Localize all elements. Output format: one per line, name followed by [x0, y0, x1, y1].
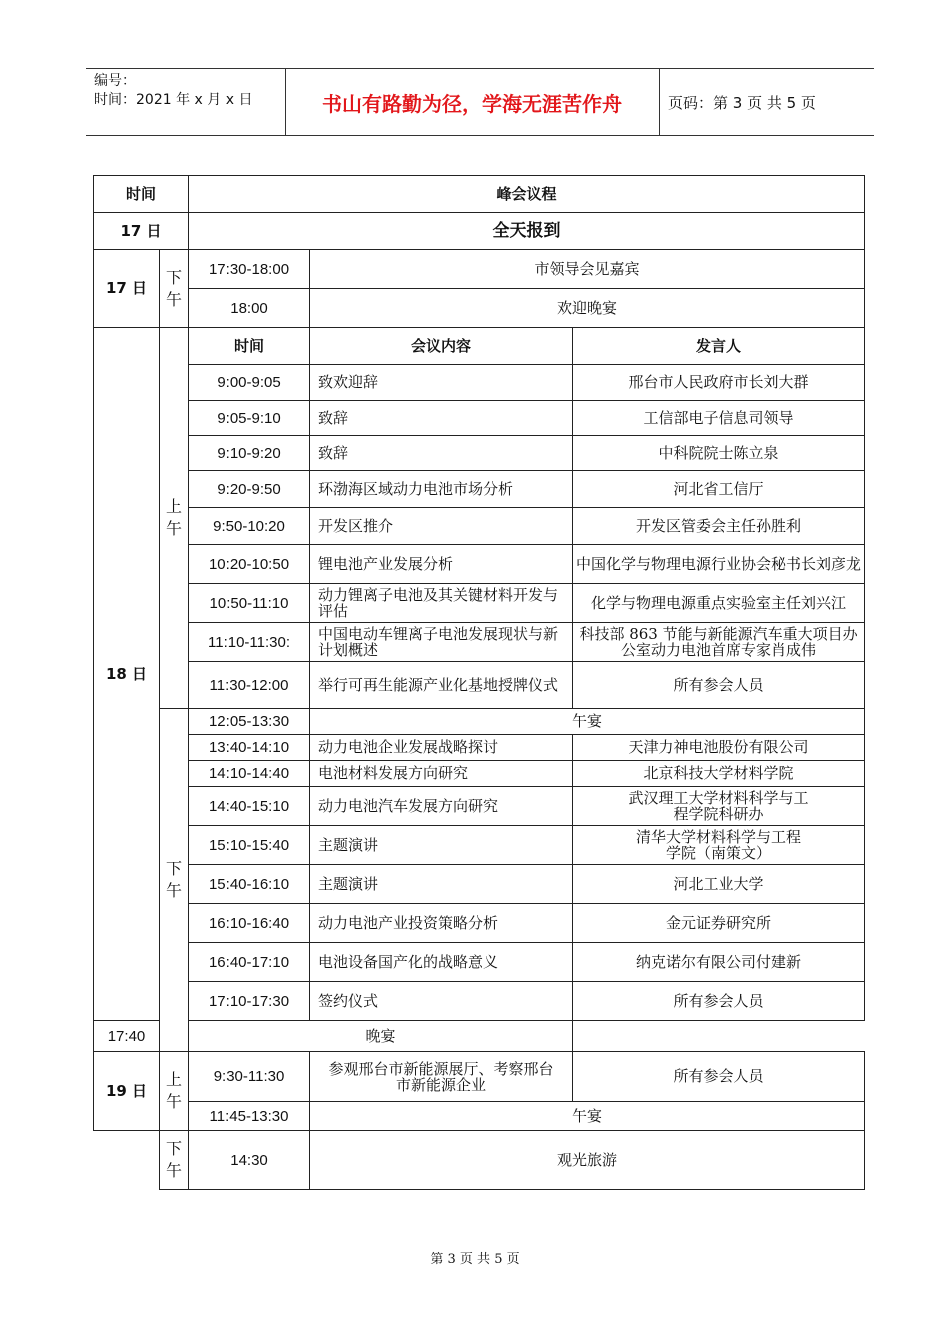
- content-cell: 开发区推介: [310, 508, 573, 545]
- content-cell: 致辞: [310, 436, 573, 471]
- table-row: [94, 1021, 865, 1052]
- content-cell: 动力电池企业发展战略探讨: [310, 735, 573, 761]
- content-cell: 锂电池产业发展分析: [310, 545, 573, 584]
- header-divider: [659, 68, 660, 136]
- content-cell: 致欢迎辞: [310, 365, 573, 401]
- header-bottom-rule: [86, 135, 874, 136]
- content-cell: 中国电动车锂离子电池发展现状与新计划概述: [310, 623, 573, 662]
- table-row: [94, 1052, 865, 1102]
- table-row: [94, 250, 865, 289]
- time-cell: 9:20-9:50: [189, 471, 310, 508]
- time-cell: 17:10-17:30: [189, 982, 310, 1021]
- header-page-info: 页码：第 3 页 共 5 页: [668, 94, 816, 112]
- period-label: 上午: [160, 1052, 189, 1131]
- speaker-cell: 纳克诺尔有限公司付建新: [573, 943, 865, 982]
- speaker-cell: 河北工业大学: [573, 865, 865, 904]
- table-row: [94, 787, 865, 826]
- table-row: [94, 865, 865, 904]
- content-cell: 环渤海区域动力电池市场分析: [310, 471, 573, 508]
- agenda-table: [93, 175, 865, 1190]
- day-label: 18 日: [94, 328, 160, 1021]
- col-time-header: 时间: [94, 176, 189, 213]
- date-label: 时间：2021 年 x 月 x 日: [94, 92, 253, 108]
- time-cell: 15:40-16:10: [189, 865, 310, 904]
- time-cell: 9:30-11:30: [189, 1052, 310, 1102]
- period-label: 下午: [160, 709, 189, 1052]
- speaker-cell: 化学与物理电源重点实验室主任刘兴江: [573, 584, 865, 623]
- time-cell: 14:10-14:40: [189, 761, 310, 787]
- table-row: [94, 662, 865, 709]
- event-cell: 午宴: [310, 1102, 865, 1131]
- content-cell: 参观邢台市新能源展厅、考察邢台市新能源企业: [310, 1052, 573, 1102]
- serial-label: 编号：: [94, 73, 136, 89]
- event-cell: 晚宴: [189, 1021, 573, 1052]
- day-label: 19 日: [94, 1052, 160, 1131]
- time-cell: 10:20-10:50: [189, 545, 310, 584]
- table-row: [94, 545, 865, 584]
- speaker-cell: 科技部 863 节能与新能源汽车重大项目办公室动力电池首席专家肖成伟: [573, 623, 865, 662]
- time-cell: 14:40-15:10: [189, 787, 310, 826]
- table-row: [94, 623, 865, 662]
- empty-cell: [94, 1131, 160, 1190]
- speaker-cell: 工信部电子信息司领导: [573, 401, 865, 436]
- sub-speaker-header: 发言人: [573, 328, 865, 365]
- event-cell: 市领导会见嘉宾: [310, 250, 865, 289]
- time-cell: 18:00: [189, 289, 310, 328]
- time-cell: 12:05-13:30: [189, 709, 310, 735]
- table-row: [94, 401, 865, 436]
- content-cell: 动力锂离子电池及其关键材料开发与评估: [310, 584, 573, 623]
- table-row: [94, 943, 865, 982]
- speaker-cell: 中科院院士陈立泉: [573, 436, 865, 471]
- time-cell: 10:50-11:10: [189, 584, 310, 623]
- day-label: 17 日: [94, 250, 160, 328]
- event-cell: 观光旅游: [310, 1131, 865, 1190]
- page-footer: 第 3 页 共 5 页: [430, 1252, 520, 1267]
- time-cell: 15:10-15:40: [189, 826, 310, 865]
- header-motto: 书山有路勤为径，学海无涯苦作舟: [322, 92, 622, 116]
- time-cell: 9:50-10:20: [189, 508, 310, 545]
- table-row: [94, 365, 865, 401]
- time-cell: 13:40-14:10: [189, 735, 310, 761]
- table-row: [94, 289, 865, 328]
- time-cell: 17:40: [94, 1021, 160, 1052]
- content-cell: 致辞: [310, 401, 573, 436]
- speaker-cell: 武汉理工大学材料科学与工程学院科研办: [573, 787, 865, 826]
- col-agenda-header: 峰会议程: [189, 176, 865, 213]
- time-cell: 14:30: [189, 1131, 310, 1190]
- table-row: [94, 735, 865, 761]
- event-cell: 欢迎晚宴: [310, 289, 865, 328]
- time-cell: 9:00-9:05: [189, 365, 310, 401]
- content-cell: 动力电池产业投资策略分析: [310, 904, 573, 943]
- speaker-cell: 清华大学材料科学与工程学院（南策文）: [573, 826, 865, 865]
- table-row: [94, 584, 865, 623]
- time-cell: 11:30-12:00: [189, 662, 310, 709]
- registration-cell: 全天报到: [189, 213, 865, 250]
- period-label: 上午: [160, 328, 189, 709]
- event-cell: 午宴: [310, 709, 865, 735]
- table-row: [94, 436, 865, 471]
- speaker-cell: 所有参会人员: [573, 1052, 865, 1102]
- table-row: [94, 982, 865, 1021]
- table-row: [94, 213, 865, 250]
- content-cell: 主题演讲: [310, 826, 573, 865]
- period-label: 下午: [160, 1131, 189, 1190]
- header-divider: [285, 68, 286, 136]
- speaker-cell: 所有参会人员: [573, 662, 865, 709]
- content-cell: 电池设备国产化的战略意义: [310, 943, 573, 982]
- day-label: 17 日: [94, 213, 189, 250]
- table-row: [94, 761, 865, 787]
- speaker-cell: 河北省工信厅: [573, 471, 865, 508]
- time-cell: 17:30-18:00: [189, 250, 310, 289]
- speaker-cell: 金元证券研究所: [573, 904, 865, 943]
- table-row: [94, 1102, 865, 1131]
- time-cell: 11:45-13:30: [189, 1102, 310, 1131]
- content-cell: 举行可再生能源产业化基地授牌仪式: [310, 662, 573, 709]
- header-meta: [94, 72, 284, 110]
- speaker-cell: 中国化学与物理电源行业协会秘书长刘彦龙: [573, 545, 865, 584]
- table-row: [94, 826, 865, 865]
- content-cell: 动力电池汽车发展方向研究: [310, 787, 573, 826]
- time-cell: 11:10-11:30:: [189, 623, 310, 662]
- time-cell: 16:10-16:40: [189, 904, 310, 943]
- speaker-cell: 邢台市人民政府市长刘大群: [573, 365, 865, 401]
- table-row: [94, 709, 865, 735]
- speaker-cell: 天津力神电池股份有限公司: [573, 735, 865, 761]
- sub-time-header: 时间: [189, 328, 310, 365]
- time-cell: 9:10-9:20: [189, 436, 310, 471]
- time-cell: 9:05-9:10: [189, 401, 310, 436]
- table-row: [94, 508, 865, 545]
- content-cell: 签约仪式: [310, 982, 573, 1021]
- table-row: [94, 471, 865, 508]
- period-label: 下午: [160, 250, 189, 328]
- content-cell: 电池材料发展方向研究: [310, 761, 573, 787]
- time-cell: 16:40-17:10: [189, 943, 310, 982]
- header-top-rule: [86, 68, 874, 69]
- speaker-cell: 所有参会人员: [573, 982, 865, 1021]
- sub-content-header: 会议内容: [310, 328, 573, 365]
- content-cell: 主题演讲: [310, 865, 573, 904]
- table-row: [94, 904, 865, 943]
- speaker-cell: 北京科技大学材料学院: [573, 761, 865, 787]
- table-subheader-row: [94, 328, 865, 365]
- table-row: [94, 1131, 865, 1190]
- table-header-row: [94, 176, 865, 213]
- speaker-cell: 开发区管委会主任孙胜利: [573, 508, 865, 545]
